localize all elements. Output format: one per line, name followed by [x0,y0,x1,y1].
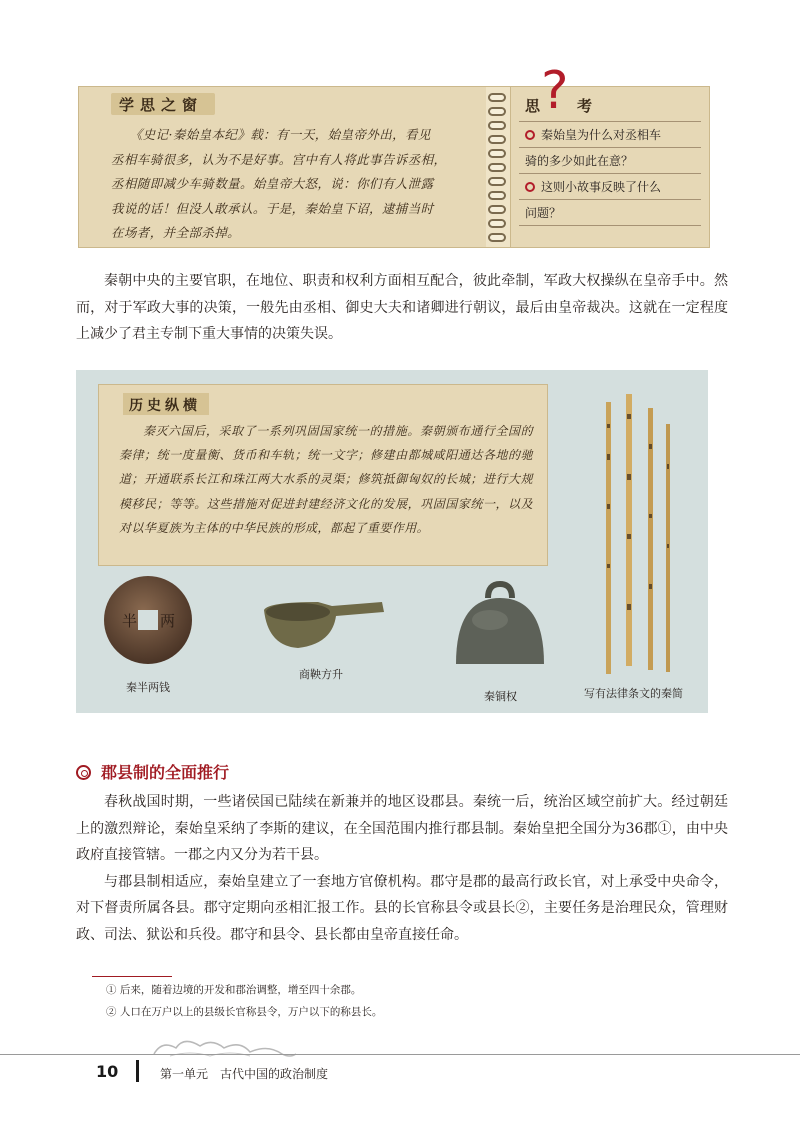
xuesi-line: 在场者，并全部杀掉。 [111,225,241,240]
question-1-cont: 骑的多少如此在意？ [525,154,634,168]
coin-image [102,574,194,666]
coin-char-1: 半 [122,612,138,630]
question-2: 这则小故事反映了什么 [525,175,705,199]
page-number: 10 [96,1062,119,1081]
section-body [76,789,728,948]
xuesi-box [78,86,488,248]
caption-jian: 写有法律条文的秦简 [584,687,683,700]
caption-coin: 秦半两钱 [126,681,170,694]
bullet-icon [525,182,535,192]
question-2-cont: 问题？ [525,206,562,220]
bamboo-slips-image [600,394,680,684]
xuesi-line: 丞相随即减少车骑数量。始皇帝大怒，说：你们有人泄露 [111,176,434,191]
xuesi-line: 《史记·秦始皇本纪》载：有一天，始皇帝外出，看见 [129,127,431,142]
cloud-ornament-icon [150,1034,300,1062]
history-text: 秦灭六国后，采取了一系列巩固国家统一的措施。秦朝颁布通行全国的秦律；统一度量衡、货币和车轨；统一文字；修建由都城咸阳通达各地的驰道；开通联系长江和珠江两大水系的灵渠；修筑抵御匈奴的长城；进行大规模移民；等等。这些措施对促进封建经济文化的发展，巩固国家统一，以及对以华夏族为主体的中华民族的形成，都起了重要作用。 [119,424,533,535]
question-1: 秦始皇为什么对丞相车 [525,123,705,147]
xuesi-header [111,93,215,115]
sikao-title-b: 考 [577,97,593,115]
xuesi-text [111,123,471,246]
page-divider [136,1060,139,1082]
footnote-rule [92,976,172,977]
xuesi-line: 我说的话！但没人敢承认。于是，秦始皇下诏，逮捕当时 [111,200,434,216]
caption-sheng: 商鞅方升 [299,668,343,681]
xuesi-title: 学思之窗 [119,96,204,114]
question-mark-icon: ? [541,61,569,121]
section-heading: 郡县制的全面推行 [76,760,229,783]
history-panel [76,370,708,713]
weight-image [450,580,550,672]
section-ring-icon [76,765,91,780]
vessel-image [258,590,388,660]
spiral-binding [486,86,510,248]
footnote-1: ① 后来，随着边境的开发和郡治调整，增至四十余郡。 [106,984,362,996]
unit-title: 第一单元 古代中国的政治制度 [160,1067,329,1081]
sikao-box [510,61,710,248]
history-title: 历史纵横 [129,398,201,414]
section-paragraph-2: 与郡县制相适应，秦始皇建立了一套地方官僚机构。郡守是郡的最高行政长官，对上承受中央命令，对下督责所属各县。郡守定期向丞相汇报工作。县的长官称县令或县长②，主要任务是治理民众，管理财政、司法、狱讼和兵役。郡守和县令、县长都由皇帝直接任命。 [76,873,728,943]
history-header [123,393,209,415]
bullet-icon [525,130,535,140]
footnote-2: ② 人口在万户以上的县级长官称县令，万户以下的称县长。 [106,1006,383,1018]
xuesi-line: 丞相车骑很多，认为不是好事。宫中有人将此事告诉丞相， [111,151,447,167]
sikao-title-a: 思 [525,97,541,115]
caption-quan: 秦铜权 [484,690,517,703]
footer-rule [0,1054,800,1055]
history-card [98,384,548,566]
coin-char-2: 两 [160,612,176,630]
section-paragraph-1: 春秋战国时期，一些诸侯国已陆续在新兼并的地区设郡县。秦统一后，统治区域空前扩大。经过朝廷上的激烈辩论，秦始皇采纳了李斯的建议，在全国范围内推行郡县制。秦始皇把全国分为36郡①，由中央政府直接管辖。一郡之内又分为若干县。 [76,794,728,863]
body-paragraph-1: 秦朝中央的主要官职，在地位、职责和权利方面相互配合，彼此牵制，军政大权操纵在皇帝手中。然而，对于军政大事的决策，一般先由丞相、御史大夫和诸卿进行朝议，最后由皇帝裁决。这就在一定程度上减少了君主专制下重大事情的决策失误。 [76,273,728,342]
